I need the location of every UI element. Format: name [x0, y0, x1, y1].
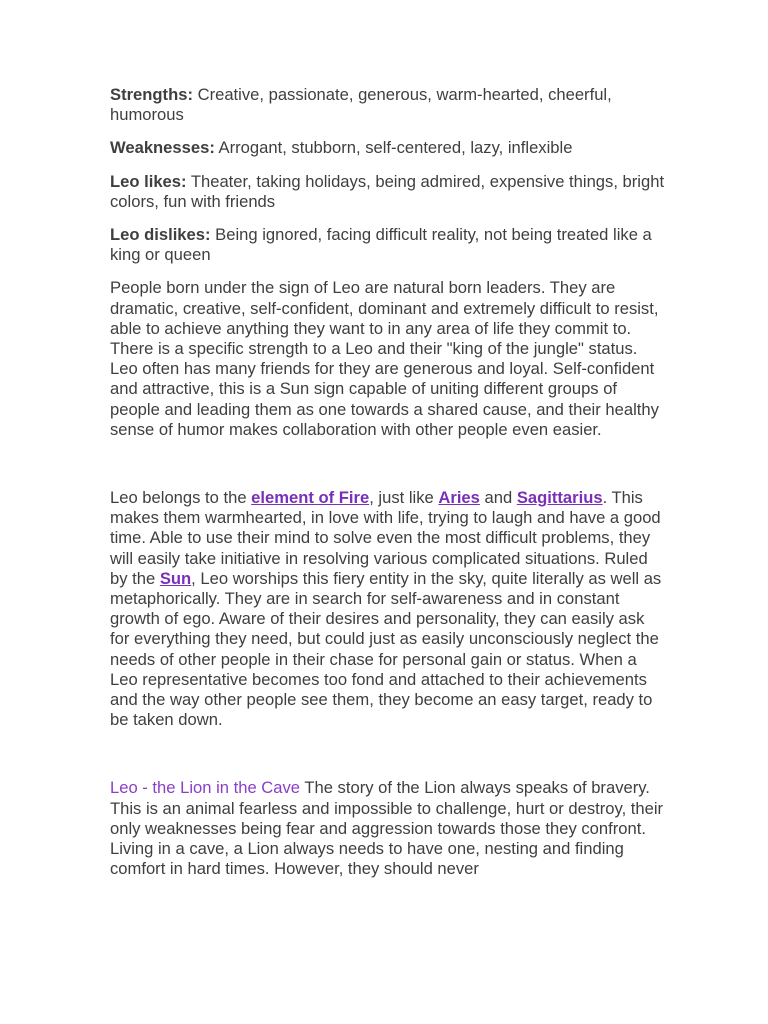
element-of-fire-link[interactable]: element of Fire [251, 488, 370, 508]
aries-link[interactable]: Aries [438, 488, 480, 508]
element-text-3: and [479, 488, 517, 508]
weaknesses-value: Arrogant, stubborn, self-centered, lazy, inflexible [214, 138, 573, 158]
strengths-value: Creative, passionate, generous, warm-hearted, cheerful, humorous [110, 85, 612, 125]
dislikes-line [110, 225, 666, 265]
dislikes-value: Being ignored, facing difficult reality, not being treated like a king or queen [110, 225, 652, 265]
weaknesses-label: Weaknesses: [110, 138, 215, 158]
likes-line [110, 172, 666, 212]
likes-value: Theater, taking holidays, being admired, expensive things, bright colors, fun with friends [110, 171, 665, 211]
weaknesses-line [110, 138, 666, 158]
lion-section-title: Leo - the Lion in the Cave [110, 778, 301, 798]
element-text-5: , Leo worships this fiery entity in the sky, quite literally as well as metaphorically. They are in search for self-awareness and in constant growth of ego. Aware of their desires and personality, they can easily ask for everything they need, but could just as easily unconsciously neglect the needs of other people in their chase for personal gain or status. When a Leo representative becomes too fond and attached to their achievements and the way other people see them, they become an easy target, ready to be taken down. [110, 568, 662, 730]
lion-paragraph [110, 778, 666, 879]
strengths-line [110, 85, 666, 125]
strengths-label: Strengths: [110, 85, 193, 104]
lion-body: The story of the Lion always speaks of bravery. This is an animal fearless and impossible to challenge, hurt or destroy, their only weaknesses being fear and aggression towards those they confront. Living in a cave, a Lion always needs to have one, nesting and finding comfort in hard times. However, they should never [110, 778, 664, 879]
element-text-4: . This makes them warmhearted, in love with life, trying to laugh and have a good time. Able to use their mind to solve even the most difficult problems, they will easily take initiative in resolving various complicated situations. Ruled by the [110, 488, 661, 588]
likes-label: Leo likes: [110, 171, 187, 191]
element-paragraph [110, 488, 666, 730]
element-text-2: , just like [369, 488, 439, 508]
dislikes-label: Leo dislikes: [110, 225, 211, 245]
document-page [110, 85, 666, 880]
sagittarius-link[interactable]: Sagittarius [516, 488, 603, 508]
sun-link[interactable]: Sun [159, 568, 192, 588]
element-text-1: Leo belongs to the [110, 488, 252, 508]
intro-paragraph: People born under the sign of Leo are natural born leaders. They are dramatic, creative, self-confident, dominant and extremely difficult to resist, able to achieve anything they want to in any area of life they commit to. There is a specific strength to a Leo and their "king of the jungle" status. Leo often has many friends for they are generous and loyal. Self-confident and attractive, this is a Sun sign capable of uniting different groups of people and leading them as one towards a shared cause, and their healthy sense of humor makes collaboration with other people even easier. [110, 278, 659, 439]
